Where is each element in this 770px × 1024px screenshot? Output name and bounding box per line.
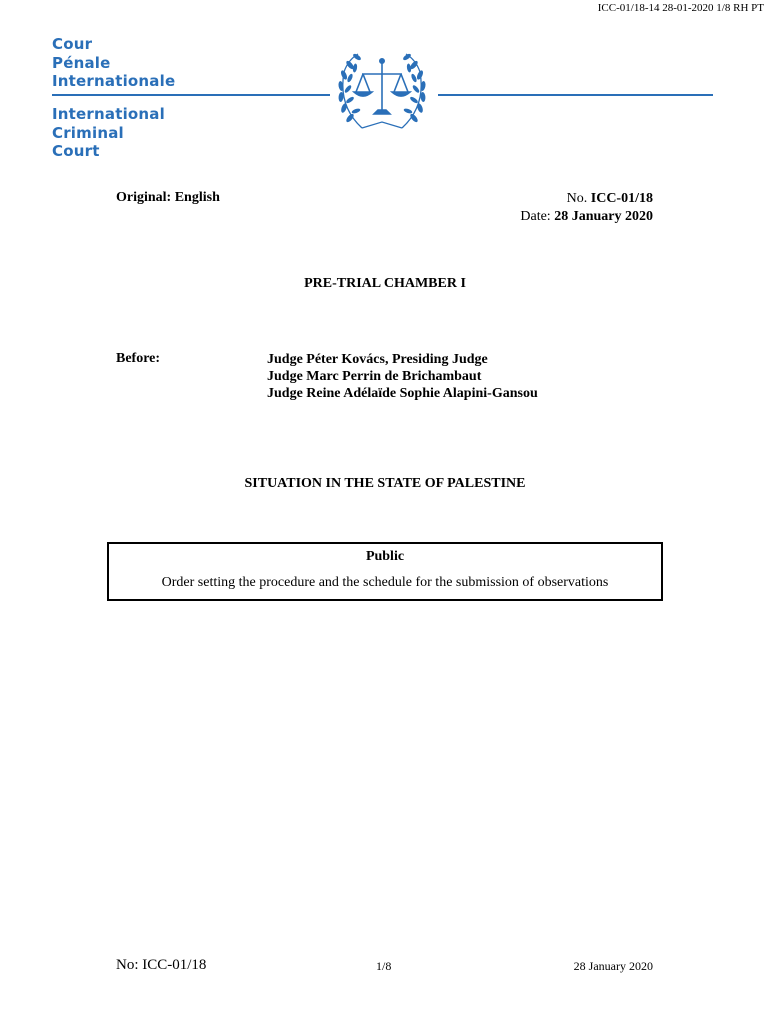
judge-name: Judge Péter Kovács, Presiding Judge xyxy=(267,352,488,367)
original-language: Original: English xyxy=(116,190,220,205)
document-number-value: ICC-01/18 xyxy=(590,191,653,206)
document-reference: ICC-01/18-14 28-01-2020 1/8 RH PT xyxy=(597,2,764,14)
logo-line: Cour xyxy=(52,35,93,53)
before-label: Before: xyxy=(116,351,161,366)
logo-line: Pénale xyxy=(52,53,111,72)
logo-line: Criminal xyxy=(52,123,124,142)
footer-date: 28 January 2020 xyxy=(573,959,653,973)
scales-of-justice-wreath-icon xyxy=(330,48,434,134)
logo-text-english xyxy=(52,105,165,161)
logo-line: Court xyxy=(52,142,100,160)
document-number-prefix: No. xyxy=(566,191,588,206)
document-date xyxy=(520,208,653,226)
classification-box xyxy=(107,542,663,601)
logo-rule-right xyxy=(438,94,713,96)
classification-label: Public xyxy=(365,549,405,564)
footer-page-number: 1/8 xyxy=(376,959,392,973)
judge-name: Judge Marc Perrin de Brichambaut xyxy=(267,369,482,384)
document-title: Order setting the procedure and the schedule for the submission of observations xyxy=(161,575,609,590)
document-date-prefix: Date: xyxy=(520,209,551,224)
judge-name: Judge Reine Adélaïde Sophie Alapini-Gansou xyxy=(267,386,538,401)
document-number xyxy=(520,190,653,208)
document-date-value: 28 January 2020 xyxy=(554,209,653,224)
footer-document-number: No: ICC-01/18 xyxy=(116,957,207,973)
judges-list xyxy=(267,351,538,402)
logo-rule-left xyxy=(52,94,330,96)
logo-line: International xyxy=(52,105,165,123)
logo-line: Internationale xyxy=(52,72,176,90)
situation-title: SITUATION IN THE STATE OF PALESTINE xyxy=(244,476,526,491)
logo-text-french xyxy=(52,35,175,91)
chamber-title: PRE-TRIAL CHAMBER I xyxy=(304,276,466,291)
document-number-block xyxy=(520,190,653,226)
